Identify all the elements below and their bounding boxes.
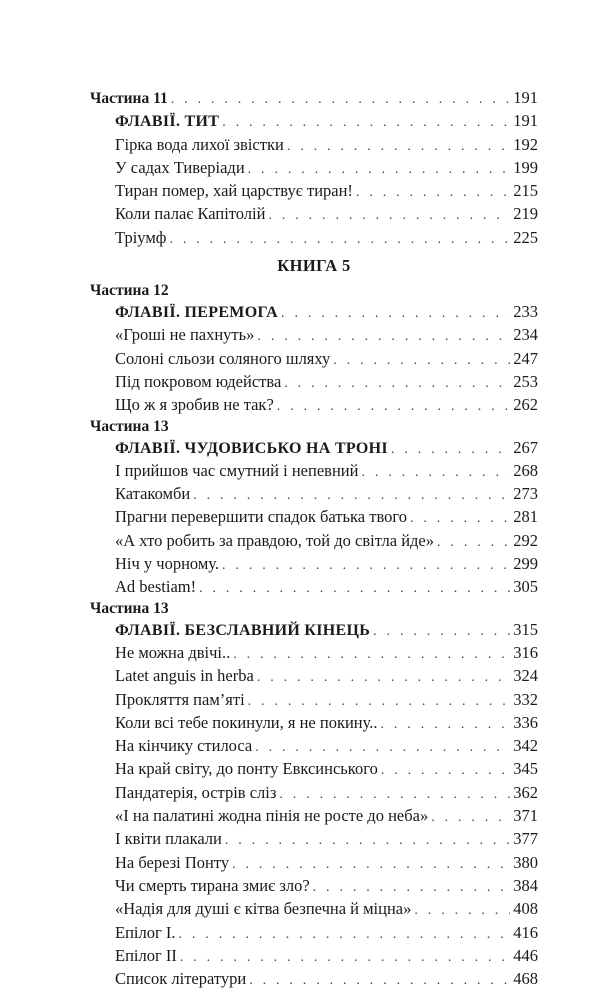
book-heading: КНИГА 5 [277, 256, 351, 276]
chapter-title: «А хто робить за правдою, той до світла йде» [115, 530, 435, 550]
chapter-title: «І на палатині жодна пінія не росте до неба» [115, 806, 429, 826]
toc-chapter[interactable] [90, 323, 538, 346]
page-number: 215 [513, 181, 538, 201]
chapter-title: Епілог ІІ [115, 945, 177, 965]
toc-chapter[interactable] [90, 370, 538, 393]
toc-chapter[interactable] [90, 734, 538, 757]
toc-chapter[interactable] [90, 827, 538, 850]
chapter-title: Latet anguis in herba [115, 666, 254, 686]
section-title: ФЛАВІЇ. ЧУДОВИСЬКО НА ТРОНІ [115, 439, 388, 457]
page-number: 332 [513, 689, 538, 709]
toc-chapter[interactable] [90, 575, 538, 598]
section-title: ФЛАВІЇ. ПЕРЕМОГА [115, 304, 279, 322]
page-number: 315 [513, 619, 538, 639]
page-number: 268 [513, 460, 538, 480]
dot-leader [281, 302, 510, 325]
chapter-title: На березі Понту [115, 852, 230, 872]
page-number: 362 [513, 782, 538, 802]
page-number: 384 [513, 875, 538, 895]
chapter-title: Коли палає Капітолій [115, 204, 266, 224]
page-number: 316 [513, 642, 538, 662]
toc-chapter[interactable] [90, 552, 538, 575]
dot-leader [249, 969, 510, 992]
toc-part-11[interactable] [90, 86, 538, 109]
dot-leader [333, 349, 510, 372]
dot-leader [391, 438, 510, 461]
chapter-title: Ніч у чорному. [115, 554, 220, 574]
page-number: 345 [513, 759, 538, 779]
toc-chapter[interactable] [90, 711, 538, 734]
chapter-title: Солоні сльози соляного шляху [115, 348, 331, 368]
toc-chapter[interactable] [90, 505, 538, 528]
page-number: 377 [513, 829, 538, 849]
page-number: 234 [513, 325, 538, 345]
page-number: 324 [513, 666, 538, 686]
dot-leader [171, 88, 511, 111]
toc-chapter[interactable] [90, 688, 538, 711]
chapter-title: Катакомби [115, 484, 191, 504]
toc-chapter[interactable] [90, 851, 538, 874]
toc-section[interactable] [90, 618, 538, 641]
dot-leader [169, 228, 510, 251]
toc-chapter[interactable] [90, 482, 538, 505]
toc-part-12[interactable] [90, 281, 538, 300]
page-number: 219 [513, 204, 538, 224]
page-number: 191 [513, 111, 538, 131]
toc-chapter[interactable] [90, 202, 538, 225]
chapter-title: Чи смерть тирана змиє зло? [115, 875, 310, 895]
chapter-title: Що ж я зробив не так? [115, 395, 274, 415]
chapter-title: Пандатерія, острів сліз [115, 782, 277, 802]
dot-leader [233, 643, 510, 666]
dot-leader [222, 111, 510, 134]
page-number: 281 [513, 507, 538, 527]
chapter-title: Не можна двічі.. [115, 642, 231, 662]
page-number: 292 [513, 530, 538, 550]
page-number: 336 [513, 712, 538, 732]
chapter-title: Тиран помер, хай царствує тиран! [115, 181, 353, 201]
toc-chapter[interactable] [90, 393, 538, 416]
table-of-contents [90, 86, 538, 990]
dot-leader [257, 666, 510, 689]
dot-leader [268, 204, 510, 227]
dot-leader [179, 923, 511, 946]
page-number: 262 [513, 395, 538, 415]
dot-leader [414, 899, 510, 922]
page-number: 225 [513, 227, 538, 247]
chapter-title: Гірка вода лихої звістки [115, 134, 284, 154]
dot-leader [248, 158, 511, 181]
part-label: Частина 13 [90, 417, 169, 435]
page-number: 408 [513, 899, 538, 919]
chapter-title: «Надія для душі є кітва безпечна й міцна» [115, 899, 412, 919]
dot-leader [410, 507, 510, 530]
dot-leader [257, 325, 510, 348]
toc-chapter[interactable] [90, 757, 538, 780]
dot-leader [180, 946, 510, 969]
dot-leader [277, 395, 510, 418]
dot-leader [193, 484, 510, 507]
toc-part-13[interactable] [90, 417, 538, 436]
chapter-title: На край світу, до понту Евксинського [115, 759, 378, 779]
dot-leader [279, 783, 510, 806]
page-number: 416 [513, 922, 538, 942]
dot-leader [255, 736, 510, 759]
page-number: 247 [513, 348, 538, 368]
page-number: 342 [513, 736, 538, 756]
toc-chapter[interactable] [90, 459, 538, 482]
toc-chapter[interactable] [90, 347, 538, 370]
part-label: Частина 11 [90, 90, 168, 107]
chapter-title: Тріумф [115, 227, 167, 247]
toc-chapter[interactable] [90, 804, 538, 827]
page-number: 199 [513, 157, 538, 177]
dot-leader [381, 713, 511, 736]
chapter-title: Прокляття пам’яті [115, 689, 245, 709]
toc-chapter[interactable] [90, 664, 538, 687]
chapter-title: Коли всі тебе покинули, я не покину.. [115, 712, 378, 732]
toc-chapter[interactable] [90, 897, 538, 920]
page-number: 299 [513, 554, 538, 574]
dot-leader [284, 372, 510, 395]
chapter-title: Список літератури [115, 969, 247, 989]
dot-leader [225, 829, 510, 852]
page-number: 192 [513, 134, 538, 154]
chapter-title: У садах Тиверіади [115, 157, 245, 177]
part-label: Частина 13 [90, 599, 169, 617]
dot-leader [361, 461, 510, 484]
page-number: 371 [513, 806, 538, 826]
chapter-title: Ad bestiam! [115, 577, 197, 597]
dot-leader [437, 531, 510, 554]
page-number: 273 [513, 484, 538, 504]
section-title: ФЛАВІЇ. ТИТ [115, 113, 220, 131]
page-number: 267 [513, 437, 538, 457]
page-number: 233 [513, 302, 538, 322]
toc-chapter[interactable] [90, 967, 538, 990]
dot-leader [287, 135, 510, 158]
dot-leader [232, 853, 510, 876]
toc-chapter[interactable] [90, 179, 538, 202]
toc-chapter[interactable] [90, 874, 538, 897]
section-title: ФЛАВІЇ. БЕЗСЛАВНИЙ КІНЕЦЬ [115, 621, 371, 639]
dot-leader [381, 759, 510, 782]
toc-chapter[interactable] [90, 156, 538, 179]
chapter-title: Прагни перевершити спадок батька твого [115, 507, 407, 527]
toc-section[interactable] [90, 300, 538, 323]
part-label: Частина 12 [90, 282, 169, 300]
chapter-title: На кінчику стилоса [115, 736, 253, 756]
chapter-title: Епілог І. [115, 922, 176, 942]
page-number: 380 [513, 852, 538, 872]
toc-chapter[interactable] [90, 921, 538, 944]
toc-part-13-second[interactable] [90, 599, 538, 618]
dot-leader [199, 577, 510, 600]
page-number: 191 [513, 88, 538, 107]
toc-chapter[interactable] [90, 226, 538, 249]
page-number: 305 [513, 577, 538, 597]
toc-chapter[interactable] [90, 944, 538, 967]
page-number: 253 [513, 371, 538, 391]
dot-leader [356, 181, 510, 204]
chapter-title: І квіти плакали [115, 829, 222, 849]
toc-section[interactable] [90, 436, 538, 459]
dot-leader [431, 806, 510, 829]
dot-leader [313, 876, 511, 899]
toc-chapter[interactable] [90, 781, 538, 804]
toc-chapter[interactable] [90, 641, 538, 664]
chapter-title: «Гроші не пахнуть» [115, 325, 255, 345]
dot-leader [222, 554, 510, 577]
toc-chapter[interactable] [90, 529, 538, 552]
chapter-title: І прийшов час смутний і непевний [115, 460, 359, 480]
dot-leader [248, 690, 511, 713]
toc-chapter[interactable] [90, 133, 538, 156]
page-number: 446 [513, 945, 538, 965]
dot-leader [373, 620, 510, 643]
page-number: 468 [513, 969, 538, 989]
toc-section[interactable] [90, 109, 538, 132]
chapter-title: Під покровом юдейства [115, 371, 282, 391]
